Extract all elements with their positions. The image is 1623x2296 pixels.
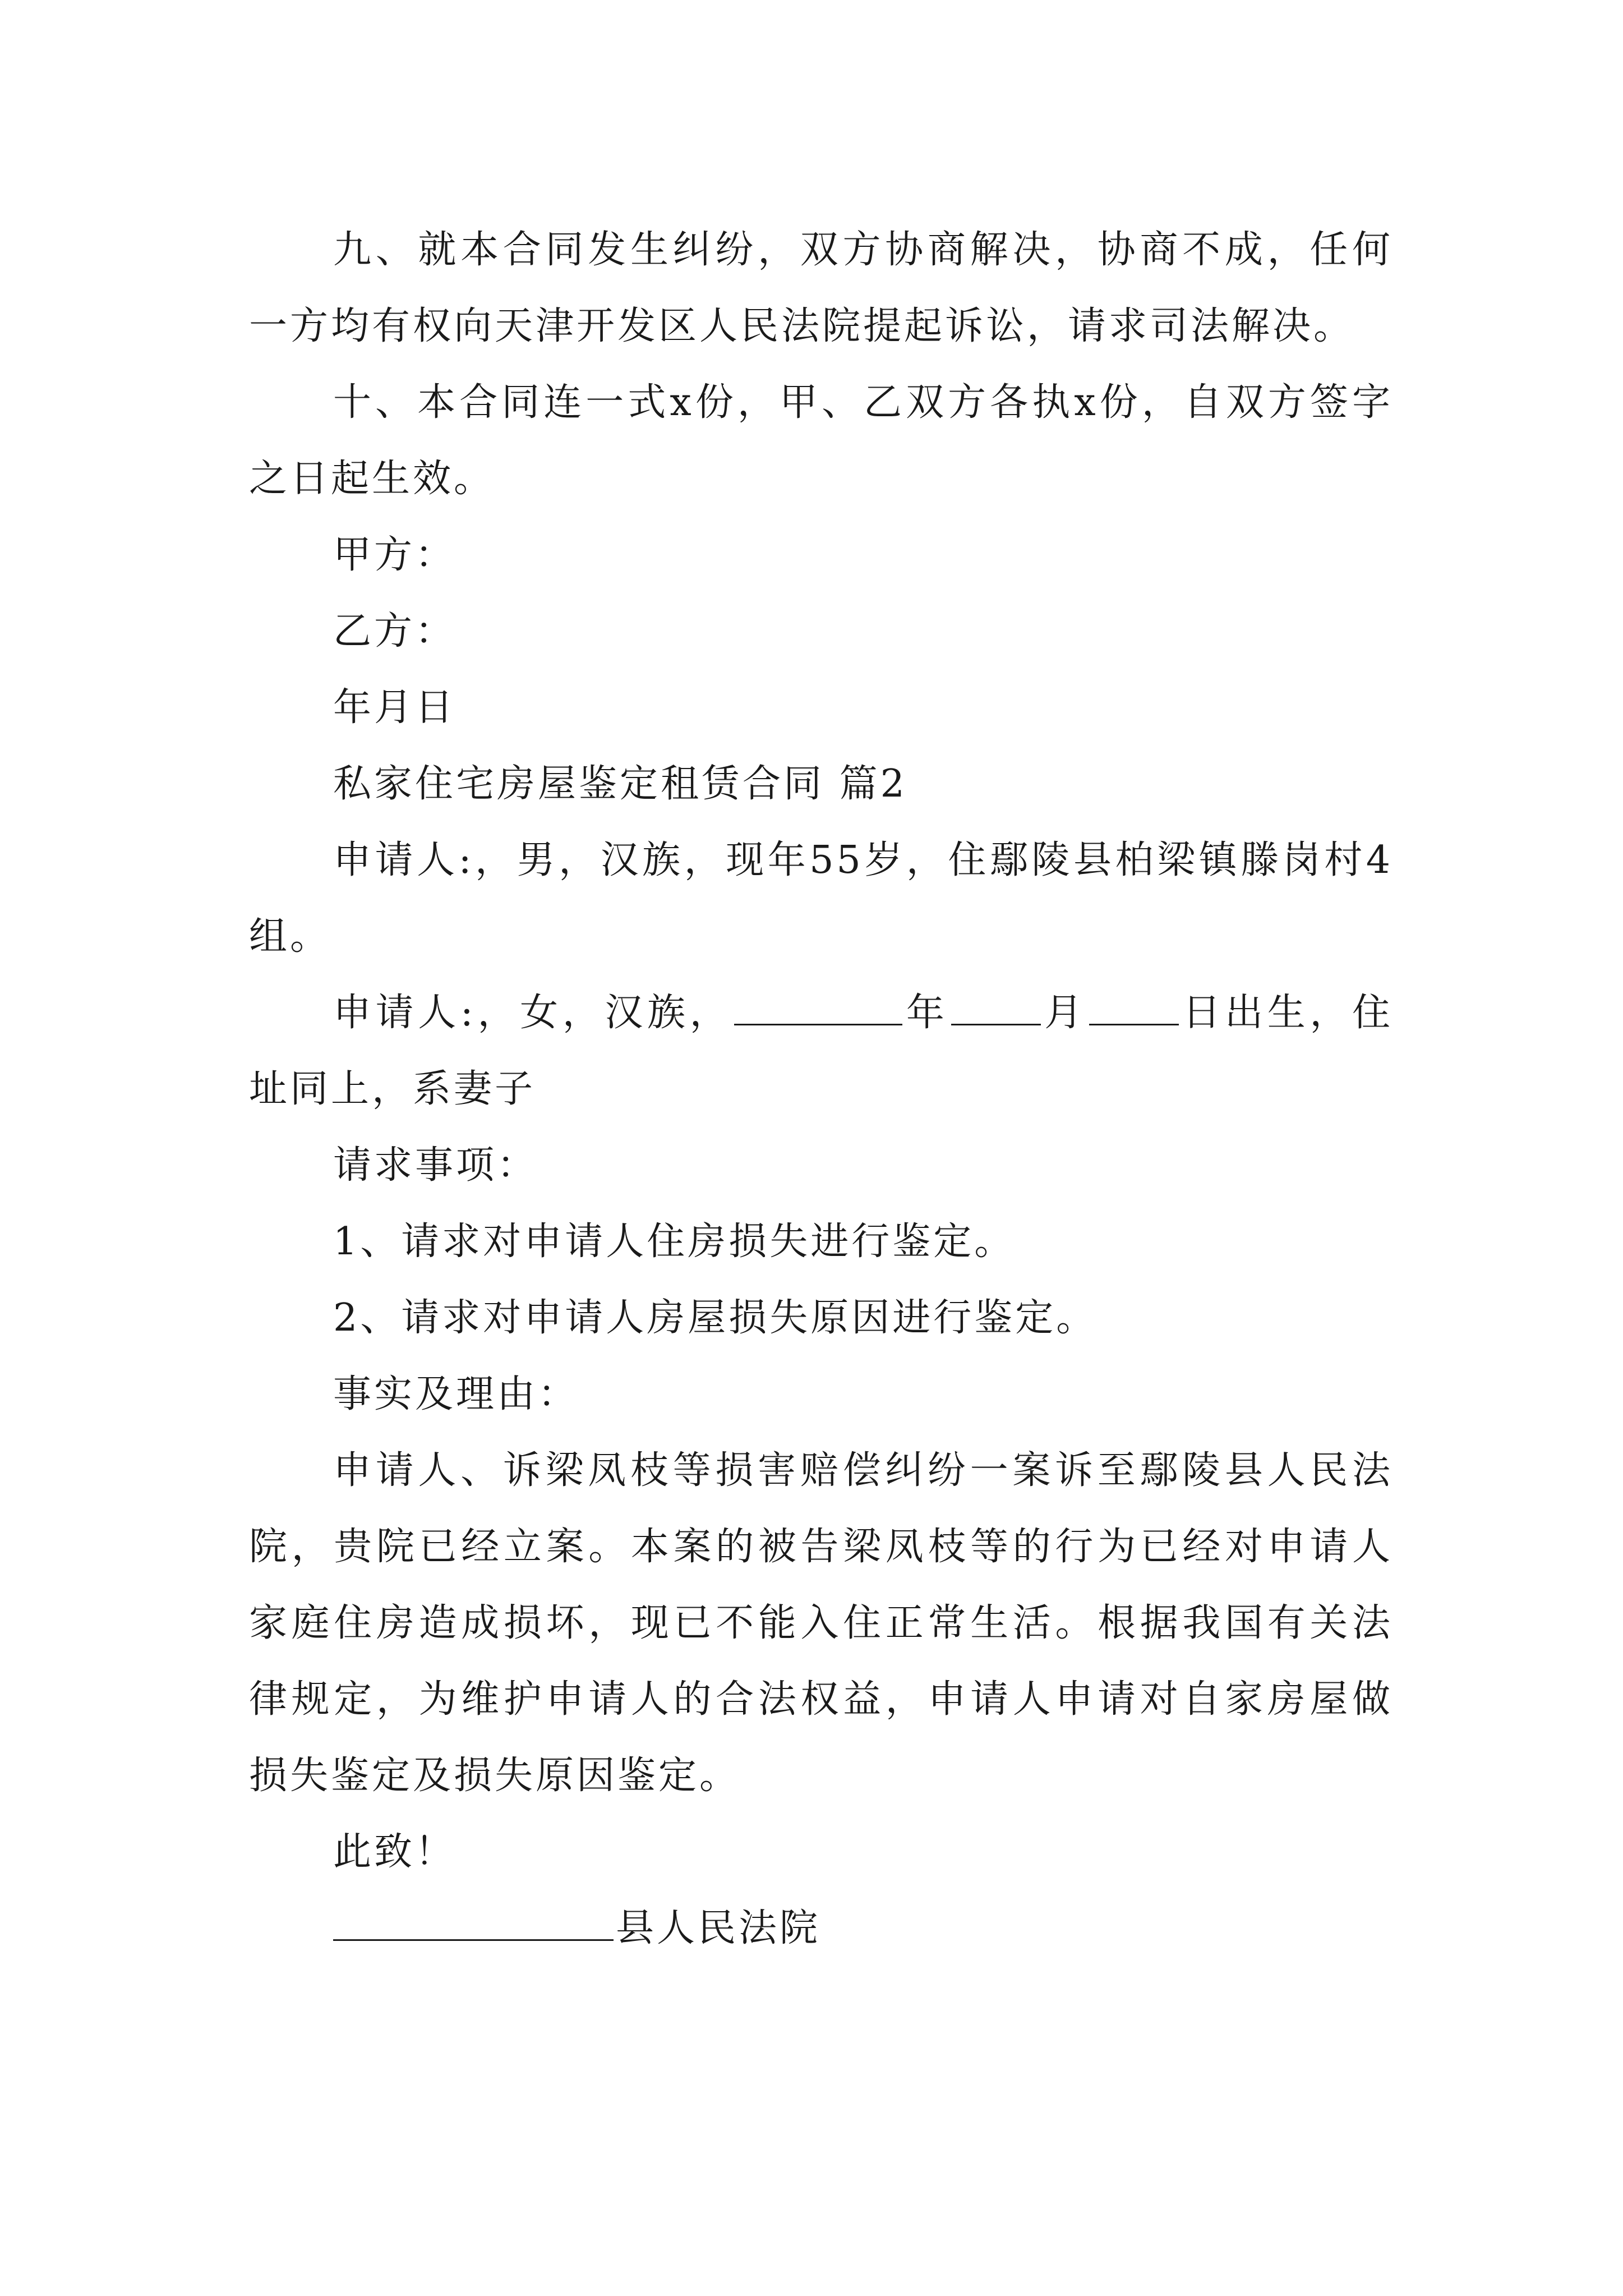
- facts-body: 申请人、诉梁凤枝等损害赔偿纠纷一案诉至鄢陵县人民法院，贵院已经立案。本案的被告梁凤枝等的行为已经对申请人家庭住房造成损坏，现已不能入住正常生活。根据我国有关法律规定，为维护申请人的合法权益，申请人申请对自家房屋做损失鉴定及损失原因鉴定。: [249, 1448, 1393, 1798]
- applicant-two-rest: 日出生，住址同上，系妻子: [249, 991, 1393, 1111]
- document-body: [249, 212, 1393, 1967]
- applicant-two: [249, 975, 1393, 1128]
- clause-nine: 九、就本合同发生纠纷，双方协商解决，协商不成，任何一方均有权向天津开发区人民法院提起诉讼，请求司法解决。: [249, 228, 1393, 348]
- clause-ten: 十、本合同连一式x份，甲、乙双方各执x份，自双方签字之日起生效。: [249, 380, 1393, 501]
- requests-heading: 请求事项：: [333, 1143, 538, 1188]
- party-b-label: 乙方：: [333, 609, 457, 654]
- court-name-blank: [333, 1906, 614, 1941]
- party-a-label: 甲方：: [333, 533, 457, 577]
- request-item-2: 2、请求对申请人房屋损失原因进行鉴定。: [333, 1296, 1098, 1340]
- section-title: 私家住宅房屋鉴定租赁合同 篇2: [333, 762, 907, 806]
- applicant-two-intro: 申请人:，女，汉族，: [333, 991, 732, 1035]
- salutation: 此致！: [333, 1830, 457, 1874]
- court-line: [249, 1890, 1393, 1967]
- birth-day-blank: [1089, 990, 1179, 1025]
- date-line: 年月日: [333, 685, 457, 730]
- court-label: 县人民法院: [616, 1906, 821, 1950]
- birth-month-blank: [951, 990, 1041, 1025]
- facts-heading: 事实及理由：: [333, 1372, 579, 1416]
- year-label: 年: [905, 991, 949, 1035]
- request-item-1: 1、请求对申请人住房损失进行鉴定。: [333, 1220, 1016, 1264]
- birth-year-blank: [734, 990, 902, 1025]
- applicant-one: 申请人:，男，汉族，现年55岁，住鄢陵县柏梁镇滕岗村4组。: [249, 838, 1393, 959]
- month-label: 月: [1043, 991, 1087, 1035]
